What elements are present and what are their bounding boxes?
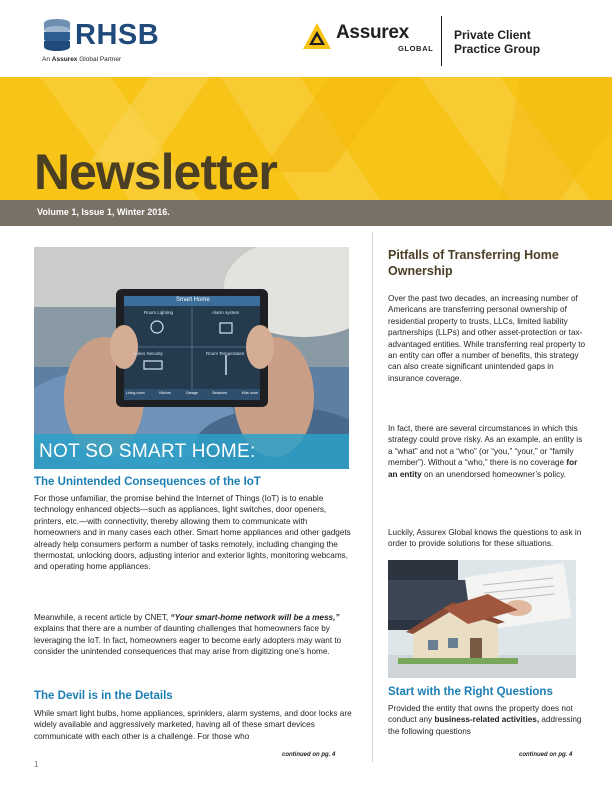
tablet-screen-title: Smart Home xyxy=(176,297,210,303)
smart-home-hero-image xyxy=(34,247,349,469)
tablet-label-video: Video Security xyxy=(134,351,163,356)
para-entity-risk: In fact, there are several circumstances in which this strategy could prove risky. As an example, an entity is a “what” and not a “who” (or “you,” “your,” or “family member”). Without a “who,” there is no coverage for an entity on an unendorsed homeowner’s policy. xyxy=(388,424,583,479)
para-transfer-ownership: Over the past two decades, an increasing number of Americans are transferring personal ownership of residential property to trusts, LLCs, limited liability partnerships (LLPs) and other asset-protection or tax-advantaged entities. While transferring real property to an entity can offer a number of benefits, this strategy can also create significant unintended gaps in insurance coverage. xyxy=(388,294,586,383)
continued-right: continued on pg. 4 xyxy=(519,752,573,758)
newsletter-banner xyxy=(0,77,612,200)
assurex-wordmark: Assurex xyxy=(336,22,409,43)
tablet-label-temperature: Room Temperature xyxy=(206,351,245,356)
tablet-tab-living-room: Living room xyxy=(126,391,145,395)
assurex-triangle-icon xyxy=(302,22,332,52)
para-business-activities: Provided the entity that owns the property does not conduct any business-related activities, addressing the following questions xyxy=(388,704,582,736)
column-divider xyxy=(372,232,373,762)
page-header xyxy=(0,0,612,80)
database-icon xyxy=(42,18,72,52)
header-divider xyxy=(441,16,442,66)
para-assurex-solutions: Luckily, Assurex Global knows the questions to ask in order to provide solutions for these situations. xyxy=(388,528,582,549)
assurex-global-label: GLOBAL xyxy=(398,44,434,53)
tablet-tab-bar xyxy=(126,391,258,395)
para-devil-details: While smart light bulbs, home appliances, sprinklers, alarm systems, and door locks are widely available and aggressively marketed, having all of these smart devices communicate with each other is a challenge. For those who xyxy=(34,709,352,741)
newsletter-title: Newsletter xyxy=(34,144,277,200)
practice-group-label: Private Client Practice Group xyxy=(454,28,541,56)
tablet-tab-garage: Garage xyxy=(185,391,198,395)
issue-label: Volume 1, Issue 1, Winter 2016. xyxy=(37,207,170,217)
tablet-tab-bedroom: Bedroom xyxy=(212,391,228,395)
tablet-label-room-lighting: Room Lighting xyxy=(144,310,174,315)
rhsb-wordmark: RHSB xyxy=(75,19,160,51)
continued-left: continued on pg. 4 xyxy=(282,752,336,758)
rhsb-logo xyxy=(42,18,182,66)
heading-devil-in-details: The Devil is in the Details xyxy=(34,690,173,702)
house-model-photo xyxy=(388,560,576,678)
tablet-tab-kids-room: Kids room xyxy=(241,391,258,395)
para-cnet-article: Meanwhile, a recent article by CNET, “Your smart-home network will be a mess,” explains that there are a number of daunting challenges that homeowners face by leveraging the IoT. In fact, homeowners eager to become early adopters may want to consider the unintended consequences that may arise from digitizing one’s home. xyxy=(34,613,342,657)
heading-unintended-consequences: The Unintended Consequences of the IoT xyxy=(34,476,261,488)
tablet-tab-kitchen: Kitchen xyxy=(159,391,172,395)
assurex-logo xyxy=(302,22,436,62)
page-number: 1 xyxy=(34,760,39,769)
hero-caption xyxy=(34,434,349,469)
issue-bar xyxy=(0,200,612,226)
tablet-label-alarm: Alarm system xyxy=(212,310,240,315)
house-contract-illustration xyxy=(388,560,576,678)
rhsb-partner-tagline: An Assurex Global Partner xyxy=(42,56,122,63)
para-iot-intro: For those unfamiliar, the promise behind the Internet of Things (IoT) is to enable technology enhanced objects—such as appliances, light switches, door openers, printers, etc.—with connectivity, thereby allowing them to communicate with homeowners and in many cases each other. Smart home appliances and other gadgets already help consumers perform a number of tasks remotely, including changing the thermostat, unlocking doors, adjusting interior and exterior lights, monitoring webcams, and operating home appliances. xyxy=(34,494,351,572)
heading-pitfalls: Pitfalls of Transferring Home Ownership xyxy=(388,248,559,278)
heading-right-questions: Start with the Right Questions xyxy=(388,686,553,698)
hero-caption-text: NOT SO SMART HOME: xyxy=(39,441,256,462)
